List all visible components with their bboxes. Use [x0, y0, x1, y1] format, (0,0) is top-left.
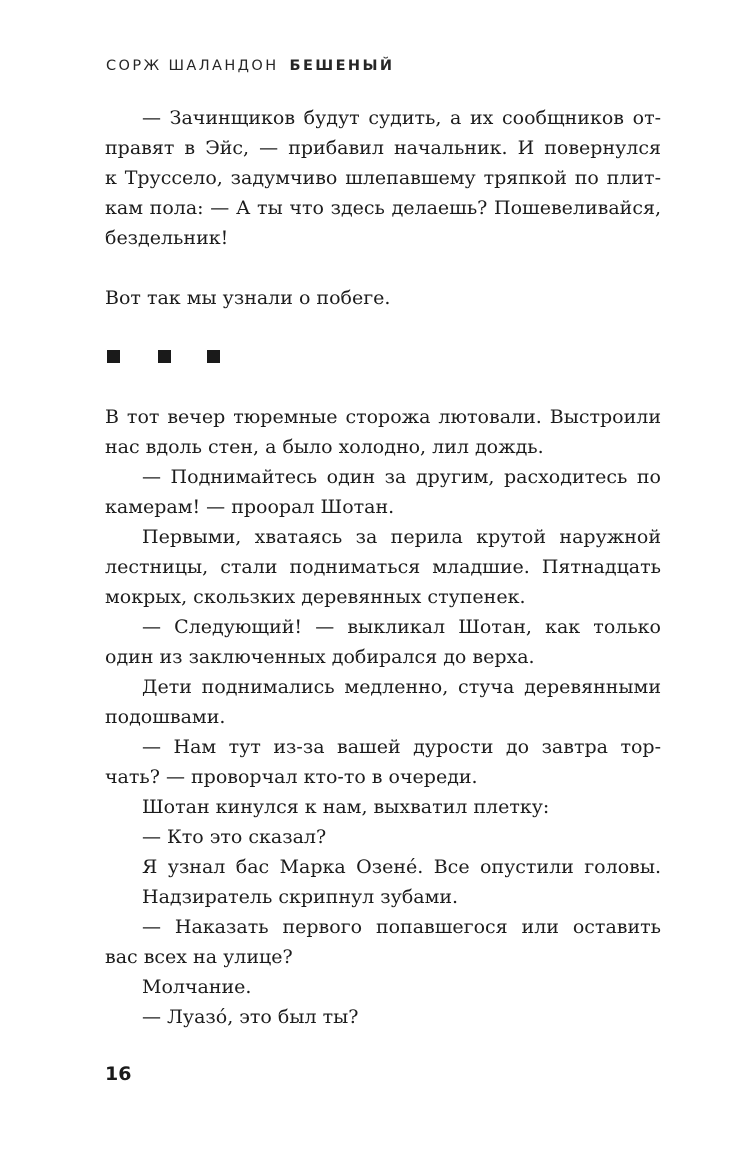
text-line: лестницы, стали подниматься младшие. Пятнадцать [105, 556, 661, 578]
separator-square-icon [107, 350, 120, 363]
text-line: мокрых, скользких деревянных ступенек. [105, 586, 526, 608]
text-line: Молчание. [142, 976, 252, 998]
text-line: Я узнал бас Марка Озене́. Все опустили головы. [142, 856, 661, 878]
text-line: — Зачинщиков будут судить, а их сообщников от- [142, 107, 661, 129]
text-line: подошвами. [105, 706, 226, 728]
text-line: — Кто это сказал? [142, 826, 327, 848]
section-separator [107, 350, 227, 364]
text-line: нас вдоль стен, а было холодно, лил дождь. [105, 436, 544, 458]
text-line: Шотан кинулся к нам, выхватил плетку: [142, 796, 550, 818]
text-line: Вот так мы узнали о побеге. [105, 287, 391, 309]
page-number: 16 [105, 1063, 132, 1085]
text-line: камерам! — проорал Шотан. [105, 496, 395, 518]
text-line: Надзиратель скрипнул зубами. [142, 886, 459, 908]
header-author: СОРЖ ШАЛАНДОН [106, 58, 279, 74]
text-line: бездельник! [105, 227, 229, 249]
text-line: — Луазо́, это был ты? [142, 1006, 359, 1028]
separator-square-icon [158, 350, 171, 363]
text-line: вас всех на улице? [105, 946, 293, 968]
text-line: кам пола: — А ты что здесь делаешь? Пошевеливайся, [105, 197, 661, 219]
text-line: правят в Эйс, — прибавил начальник. И повернулся [105, 137, 661, 159]
text-line: — Поднимайтесь один за другим, расходитесь по [142, 466, 661, 488]
text-line: один из заключенных добирался до верха. [105, 646, 535, 668]
text-line: — Нам тут из-за вашей дурости до завтра тор- [142, 736, 661, 758]
text-line: — Наказать первого попавшегося или оставить [142, 916, 661, 938]
text-line: В тот вечер тюремные сторожа лютовали. Выстроили [105, 406, 661, 428]
text-line: к Труссело, задумчиво шлепавшему тряпкой по плит- [105, 167, 661, 189]
text-line: чать? — проворчал кто-то в очереди. [105, 766, 478, 788]
header-book-title: БЕШЕНЫЙ [289, 58, 395, 74]
text-line: Дети поднимались медленно, стуча деревянными [142, 676, 661, 698]
text-line: — Следующий! — выкликал Шотан, как только [142, 616, 661, 638]
text-line: Первыми, хватаясь за перила крутой наружной [142, 526, 661, 548]
running-header [106, 58, 394, 74]
separator-square-icon [207, 350, 220, 363]
